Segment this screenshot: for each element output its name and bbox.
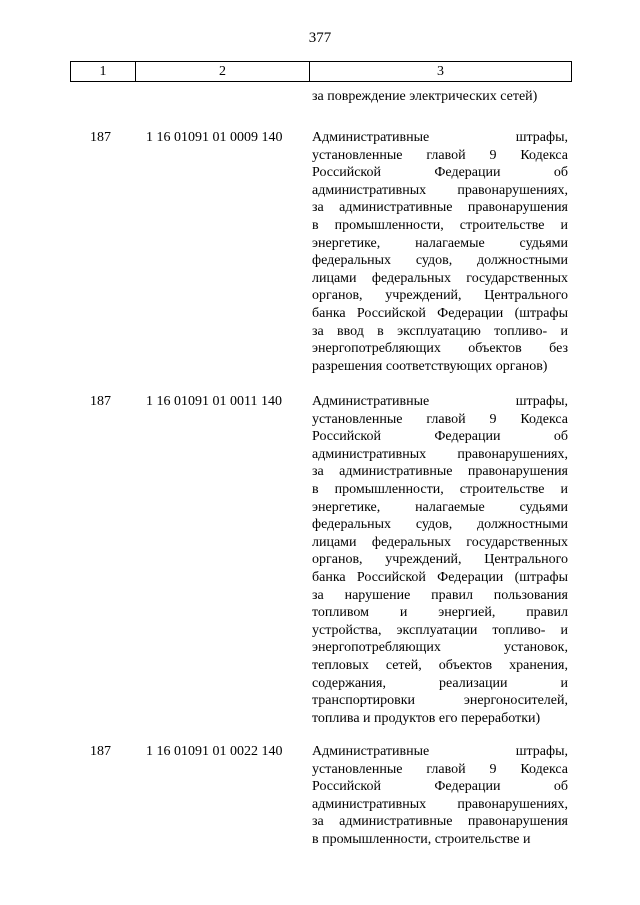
row-number: 187 [90,744,111,759]
description-line: Российской Федерации об [312,165,568,181]
description-line: Административные штрафы, [312,130,568,145]
description-line: административных правонарушениях, [312,796,568,812]
description-line: за ввод в эксплуатацию топливо- и [312,323,568,339]
row-description [312,743,568,849]
continuation-text: за повреждение электрических сетей) [312,89,538,104]
header-col-1: 1 [71,62,136,82]
description-line: за нарушение правил пользования [312,587,568,603]
budget-code: 1 16 01091 01 0022 140 [146,744,283,759]
description-line: банка Российской Федерации (штрафы [312,305,568,321]
row-number: 187 [90,130,111,145]
description-line: в промышленности, строительстве и [312,481,568,497]
description-line: федеральных судов, должностными [312,517,568,533]
budget-code: 1 16 01091 01 0009 140 [146,130,283,145]
description-line: в промышленности, строительстве и [312,217,568,233]
row-number: 187 [90,394,111,409]
description-line: энергопотребляющих объектов без [312,341,568,357]
page-number: 377 [308,30,332,46]
row-description [312,129,568,375]
description-line: установленные главой 9 Кодекса [312,147,568,163]
description-line: энергопотребляющих установок, [312,640,568,656]
description-line: административных правонарушениях, [312,182,568,198]
description-line: органов, учреждений, Центрального [312,288,568,304]
description-line: административных правонарушениях, [312,446,568,462]
description-line: за административные правонарушения [312,200,568,216]
description-line: банка Российской Федерации (штрафы [312,569,568,585]
description-line: Российской Федерации об [312,779,568,795]
description-line: федеральных судов, должностными [312,253,568,269]
description-line: за административные правонарушения [312,814,568,830]
description-line: установленные главой 9 Кодекса [312,761,568,777]
description-line: Российской Федерации об [312,429,568,445]
description-line: топлива и продуктов его переработки) [312,710,541,726]
description-line: транспортировки энергоносителей, [312,693,568,709]
header-col-2: 2 [136,62,310,82]
row-description [312,393,568,727]
column-header-table [70,61,572,82]
description-line: Административные штрафы, [312,744,568,759]
description-line: устройства, эксплуатации топливо- и [312,622,568,638]
description-line: разрешения соответствующих органов) [312,358,548,374]
description-line: установленные главой 9 Кодекса [312,411,568,427]
description-line: топливом и энергией, правил [312,605,568,621]
header-col-3: 3 [310,62,572,82]
description-line: органов, учреждений, Центрального [312,552,568,568]
description-line: лицами федеральных государственных [312,270,568,286]
description-line: за административные правонарушения [312,464,568,480]
description-line: содержания, реализации и [312,675,568,691]
description-line: лицами федеральных государственных [312,534,568,550]
budget-code: 1 16 01091 01 0011 140 [146,394,282,409]
description-line: энергетике, налагаемые судьями [312,235,568,251]
header-row [71,62,572,82]
description-line: энергетике, налагаемые судьями [312,499,568,515]
description-line: в промышленности, строительстве и [312,831,531,847]
description-line: тепловых сетей, объектов хранения, [312,657,568,673]
description-line: Административные штрафы, [312,394,568,409]
